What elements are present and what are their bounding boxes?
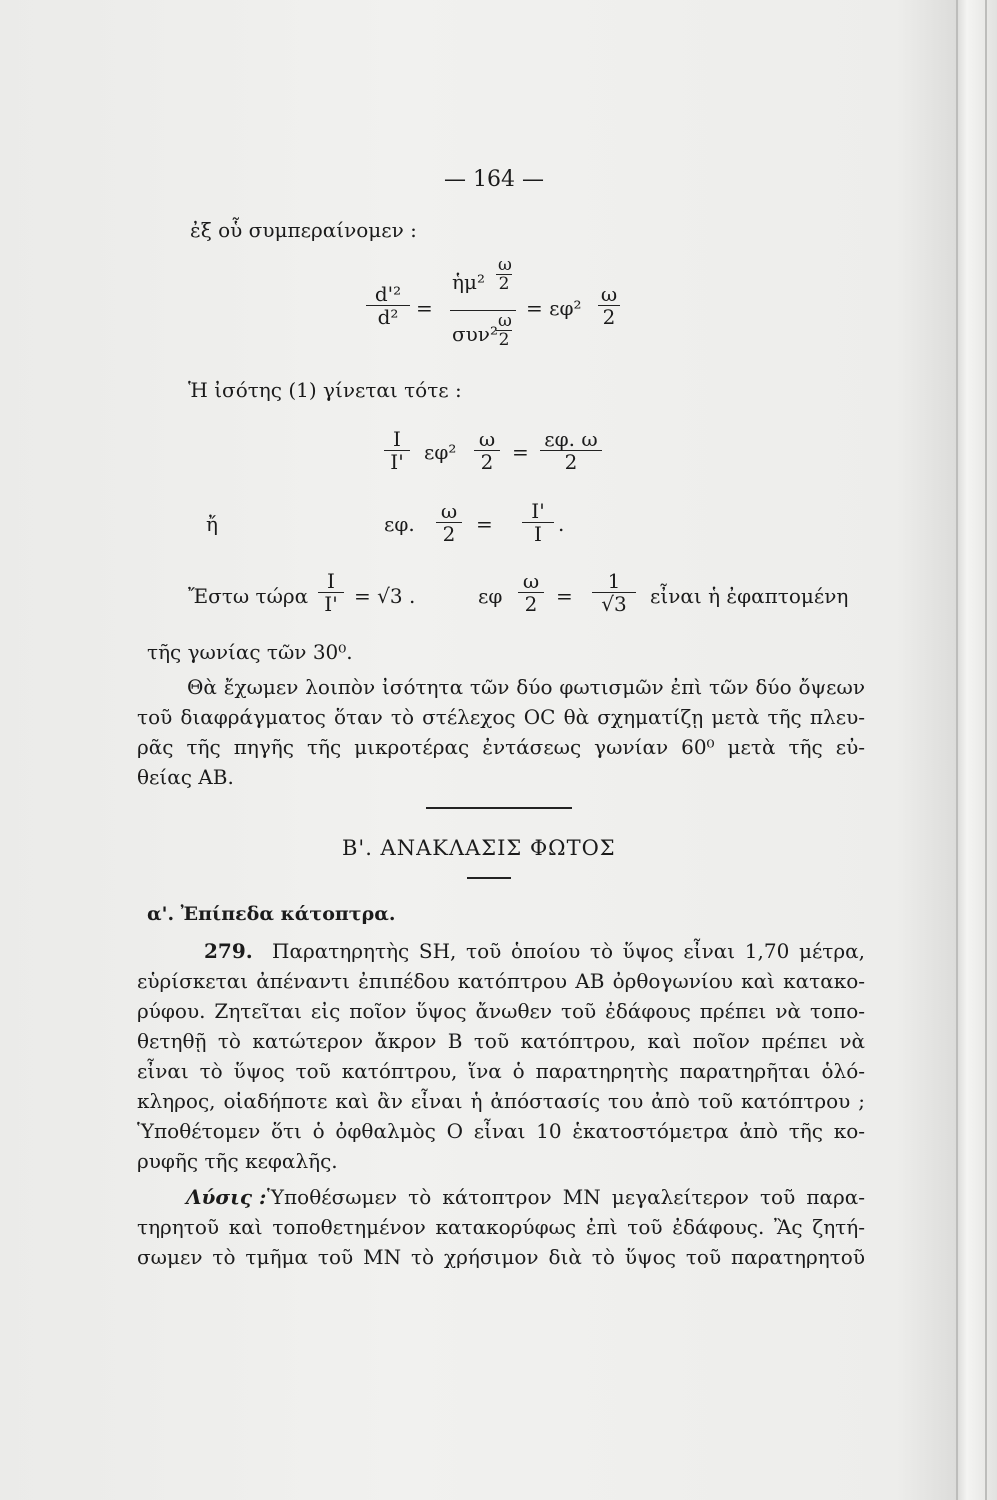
divider-rule-short — [467, 877, 511, 879]
intro-line: ἐξ οὗ συμπεραίνομεν : — [190, 218, 417, 242]
page-edge-line — [956, 0, 958, 1500]
solution-label: Λύσις : — [186, 1185, 267, 1209]
isotes-line: Ἡ ἰσότης (1) γίνεται τότε : — [188, 378, 462, 402]
problem-number: 279. — [204, 939, 253, 963]
page: — 164 — ἐξ οὗ συμπεραίνομεν : $\frac{\text{d'²}}{\text{d²}}$ = ἡμ² $\frac{\omega}{2}$ συν² $\frac{\omega}{2}$ = εφ² $\frac{\omega}{2}$ Ἡ ἰσότης (1) γίνεται τότε : $\frac{I}{I'}$ εφ² $\frac{\omega}{2}$ = $\frac{\varepsilon\varphi. \omega}{2}$ ἤ εφ. $\frac{\omega}{2}$ = $\frac{I'}{I}$ . Ἔστω τώρα $\frac{I}{I'}$ = √3 . εφ $\frac{\omega}{2}$ = $\frac{1}{√3}$ εἶναι ἡ ἐφαπτομένη τῆς γωνίας τῶν 30⁰. Θὰ ἔχωμεν λοιπὸν ἰσότητα τῶν δύο φωτισμῶν ἐπὶ τῶν δύο ὄψεων τοῦ διαφράγματος ὅταν τὸ στέλεχος ΟC θὰ σχηματίζῃ μετὰ τῆς πλευ- ρᾶς τῆς πηγῆς τῆς μικροτέρας ἐντάσεως γωνίαν 60⁰ μετὰ τῆς εὐ- θείας ΑΒ. Β'. ΑΝΑΚΛΑΣΙΣ ΦΩΤΟΣ α'. Ἐπίπεδα κάτοπτρα. 279. Παρατηρητὴς SH, τοῦ ὁποίου τὸ ὕψος εἶναι 1,70 μέτρα, εὑρίσκεται ἀπέναντι ἐπιπέδου κατόπτρου ΑΒ ὀρθογωνίου καὶ κατακο- ρύφου. Ζητεῖται εἰς ποῖον ὕψος ἄνωθεν τοῦ ἐδάφους πρέπει νὰ τοπο- θετηθῇ τὸ κατώτερον ἄκρον Β τοῦ κατόπτρου, καὶ ποῖον πρέπει νὰ εἶναι τὸ ὕψος τοῦ κατόπτρου, ἵνα ὁ παρατηρητὴς παρατηρῆται ὁλό- κληρος, οἱαδήποτε καὶ ἂν εἶναι ἡ ἀπόστασίς του ἀπὸ τοῦ κατόπτρου ; Ὑποθέτομεν ὅτι ὁ ὀφθαλμὸς Ο εἶναι 10 ἑκατοστόμετρα ἀπὸ τῆς κο- ρυφῆς τῆς κεφαλῆς. Λύσις : Ὑποθέσωμεν τὸ κάτοπτρον ΜΝ μεγαλείτερον τοῦ παρα- τηρητοῦ καὶ τοποθετημένον κατακορύφως ἐπὶ τοῦ ἐδάφους. Ἂς ζητή- σωμεν τὸ τμῆμα τοῦ ΜΝ τὸ χρήσιμον διὰ τὸ ὕψος τοῦ παρατηρητοῦ — [0, 0, 997, 1500]
section-title: Β'. ΑΝΑΚΛΑΣΙΣ ΦΩΤΟΣ — [342, 836, 616, 860]
eq1-left-fraction: $\frac{\text{d'²}}{\text{d²}}$ — [366, 283, 410, 328]
paragraph-3: Ὑποθέσωμεν τὸ κάτοπτρον ΜΝ μεγαλείτερον τοῦ παρα- τηρητοῦ καὶ τοποθετημένον κατακορύφως ἐπὶ τοῦ ἐδάφους. Ἂς ζητή- σωμεν τὸ τμῆμα τοῦ ΜΝ τὸ χρήσιμον διὰ τὸ ὕψος τοῦ παρατηρητοῦ — [137, 1185, 865, 1269]
subsection-heading: α'. Ἐπίπεδα κάτοπτρα. — [147, 903, 396, 925]
angle-line: τῆς γωνίας τῶν 30⁰. — [147, 640, 353, 664]
divider-rule — [426, 807, 572, 809]
page-number: — 164 — — [444, 167, 544, 192]
paragraph-2: Παρατηρητὴς SH, τοῦ ὁποίου τὸ ὕψος εἶναι 1,70 μέτρα, εὑρίσκεται ἀπέναντι ἐπιπέδου κατόπτρου ΑΒ ὀρθογωνίου καὶ κατακο- ρύφου. Ζητεῖται εἰς ποῖον ὕψος ἄνωθεν τοῦ ἐδάφους πρέπει νὰ τοπο- θετηθῇ τὸ κατώτερον ἄκρον Β τοῦ κατόπτρου, καὶ ποῖον πρέπει νὰ εἶναι τὸ ὕψος τοῦ κατόπτρου, ἵνα ὁ παρατηρητὴς παρατηρῆται ὁλό- κληρος, οἱαδήποτε καὶ ἂν εἶναι ἡ ἀπόστασίς του ἀπὸ τοῦ κατόπτρου ; Ὑποθέτομεν ὅτι ὁ ὀφθαλμὸς Ο εἶναι 10 ἑκατοστόμετρα ἀπὸ τῆς κο- ρυφῆς τῆς κεφαλῆς. — [137, 939, 865, 1173]
page-edge-line — [985, 0, 987, 1500]
paragraph-1: Θὰ ἔχωμεν λοιπὸν ἰσότητα τῶν δύο φωτισμῶν ἐπὶ τῶν δύο ὄψεων τοῦ διαφράγματος ὅταν τὸ στέλεχος ΟC θὰ σχηματίζῃ μετὰ τῆς πλευ- ρᾶς τῆς πηγῆς τῆς μικροτέρας ἐντάσεως γωνίαν 60⁰ μετὰ τῆς εὐ- θείας ΑΒ. — [137, 675, 865, 789]
